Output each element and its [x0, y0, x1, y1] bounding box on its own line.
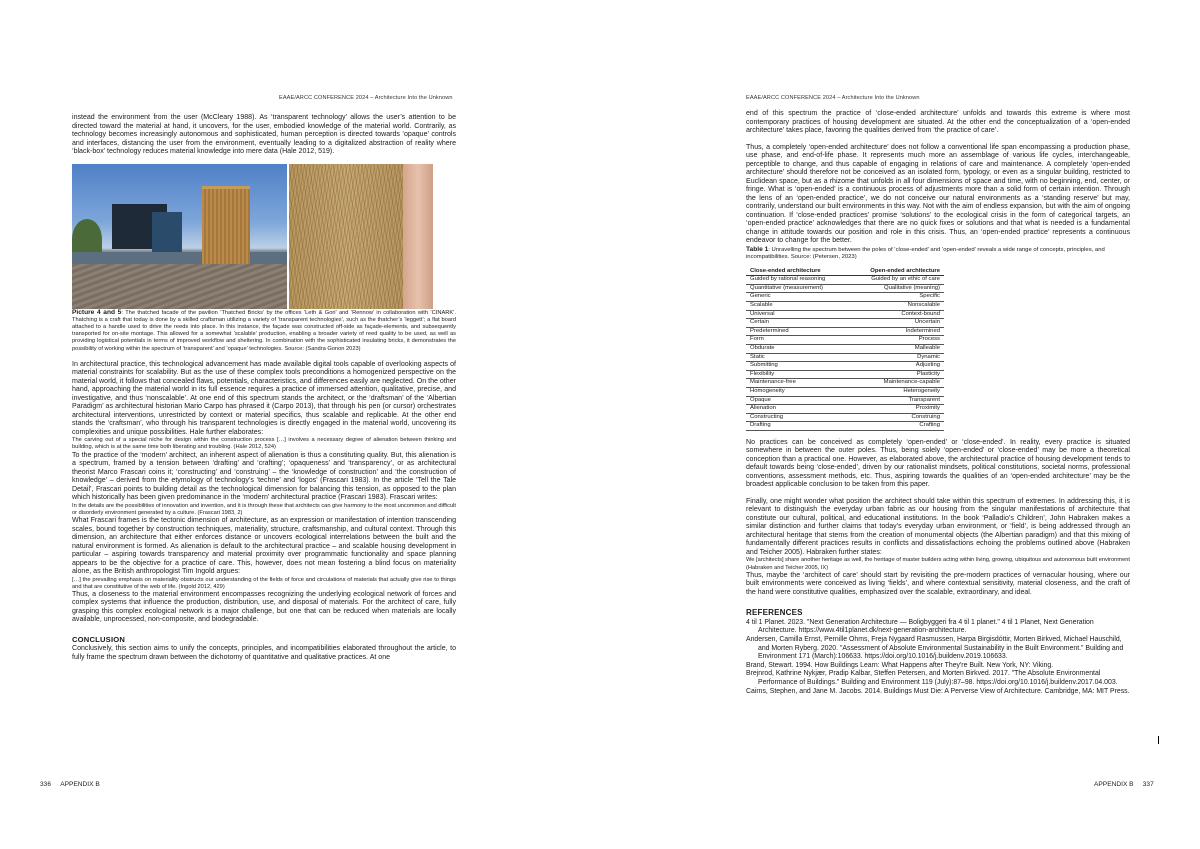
table-cell: Proximity — [850, 405, 944, 414]
table-caption-text: : Unravelling the spectrum between the poles of ‘close-ended’ and ‘open-ended’ reveals a wide range of concepts, principles, and incompatibilities. Source: (Petersen, 2023) — [746, 246, 1105, 261]
page-footer — [1094, 781, 1154, 788]
running-head: EAAE/ARCC CONFERENCE 2024 – Architecture Into the Unknown — [746, 95, 920, 101]
table-row — [746, 370, 944, 379]
table-row — [746, 362, 944, 371]
table-row — [746, 353, 944, 362]
reference-item: Brand, Stewart. 1994. How Buildings Learn: What Happens after They're Built. New York, NY: Viking. — [746, 661, 1054, 669]
table-cell: Form — [746, 336, 850, 345]
comparison-table — [746, 268, 944, 431]
paragraph: Thus, maybe the ‘architect of care’ should start by revisiting the pre-modern practices of vernacular housing, where our built environments were conceived as living ‘fields’, and where contextual sensitivity, material closeness, and the craft of the hand were constitutive qualities, emphasized over the scalable, extraordinary, and ideal. — [746, 571, 1130, 596]
table-row — [746, 327, 944, 336]
table-cell: Malleable — [850, 345, 944, 354]
table-row — [746, 388, 944, 397]
table-row — [746, 284, 944, 293]
running-head: EAAE/ARCC CONFERENCE 2024 – Architecture Into the Unknown — [279, 95, 453, 101]
section-heading: CONCLUSION — [72, 634, 126, 644]
table-row — [746, 336, 944, 345]
paragraph: Conclusively, this section aims to unify the concepts, principles, and incompatibilities elaborated throughout the article, to fully frame the spectrum drawn between the dichotomy of quantitative and qualitative practices. At one — [72, 645, 456, 661]
figure-caption — [72, 309, 456, 353]
photo-building — [152, 212, 182, 252]
footer-label: APPENDIX B — [60, 781, 100, 788]
reference-list — [746, 619, 1130, 696]
table-cell: Nonscalable — [850, 302, 944, 311]
references-section — [746, 609, 1130, 696]
table-row — [746, 345, 944, 354]
table-cell: Opaque — [746, 396, 850, 405]
paragraph: What Frascari frames is the tectonic dimension of architecture, as an expression or manifestation of intention transcending scales, bound together by construction techniques, materiality, structure, craftsmanship, and cultural context. Through this dimension, an architecture that either enforces distance or uncovers ecological interrelations between the built and the natural environment is formed. As alienation is default to the architectural practice – and scalable housing development in particular – aspiring towards transparency and material proximity over programmatic functionality and space planning appears to be the objective for a practice of care. This, however, does not mean fostering a blind focus on materiality alone, as the British anthropologist Tim Ingold argues: — [72, 517, 456, 576]
right-page — [600, 0, 1200, 849]
photo-deck — [72, 264, 287, 309]
table-header-row — [746, 268, 944, 276]
table-cell: Certain — [746, 319, 850, 328]
table-body — [746, 276, 944, 431]
table-cell: Static — [746, 353, 850, 362]
table-cell: Constructing — [746, 413, 850, 422]
block-quote: […] the prevailing emphasis on materiality obstructs our understanding of the fields of force and circulations of materials that actually give rise to things and that are constitutive of the web of life. (Ingold 2012, 429) — [72, 576, 456, 590]
table-cell: Uncertain — [850, 319, 944, 328]
figure-group — [72, 164, 456, 309]
reference-item: 4 til 1 Planet. 2023. "Next Generation Architecture — Boligbyggeri fra 4 til 1 planet." 4 til 1 Planet, Next Generation Architecture. https://www.4til1planet.dk/next-generation-architecture. — [746, 618, 1094, 635]
paragraph: To the practice of the ‘modern’ architect, an inherent aspect of alienation is thus a constituting quality. But, this alienation is a spectrum, framed by a tension between ‘drafting’ and ‘crafting’; ‘opaqueness’ and ‘transparency’, or as architectural theorist Marco Frascari coins it; ‘constructing’ and ‘construing’ – the ‘knowledge of construction’ and ‘the construction of knowledge’ – derived from the etymology of technology’s ‘techne’ and ‘logos’ (Frascari 1983). In the article ‘Tell the Tale Detail’, Frascari points to building detail as the technological dimension for balancing this tension, as opposed to the plan which historically has been given predominance in the ‘modern’ architectural practice (Frascari 1983). Frascari writes: — [72, 451, 456, 502]
photo-brick-wall — [403, 164, 433, 309]
reference-item: Cairns, Stephen, and Jane M. Jacobs. 2014. Buildings Must Die: A Perverse View of Architecture. Cambridge, MA: MIT Press. — [746, 687, 1130, 695]
table-cell: Flexibility — [746, 370, 850, 379]
paragraph: No practices can be conceived as completely ‘open-ended’ or ‘close-ended’. In reality, every practice is situated somewhere in between the outer poles. Thus, being solely ‘open-ended’ or ‘close-ended’ may be more a theoretical conception than a practical one. However, as elaborated above, the architectural practice of housing development tends to default towards being ‘close-ended’, driven by our rationalist mindsets, political constitutions, societal norms, professional conventions, assessment methods, etc. Thus, aspiring towards the qualities of an ‘open-ended architecture’ may be the broadest applicable conclusion to be taken from this paper. — [746, 438, 1130, 489]
block-quote: In the details are the possibilities of innovation and invention, and it is through these that architects can give harmony to the most uncommon and difficult or disorderly environment generated by a culture. (Frascari 1983, 2) — [72, 502, 456, 516]
table-cell: Dynamic — [850, 353, 944, 362]
footer-label: APPENDIX B — [1094, 781, 1134, 788]
table-cell: Plasticity — [850, 370, 944, 379]
table-row — [746, 396, 944, 405]
paragraph: instead the environment from the user (McCleary 1988). As ‘transparent technology’ allows the user’s attention to be directed toward the material at hand, it uncovers, for the user, embodied knowledge of the material world. Contrarily, as technology becomes increasingly autonomous and sophisticated, human perception is directed towards ‘opaque’ controls and interfaces, distancing the user from the environment, eventually leading to a digitalized abstraction of reality where ‘black-box’ technology reduces material knowledge into mere data (Hale 2012, 519). — [72, 114, 456, 155]
table-cell: Obdurate — [746, 345, 850, 354]
table-cell: Indetermined — [850, 327, 944, 336]
section-heading: REFERENCES — [746, 608, 803, 618]
thatch-facade-photo — [289, 164, 433, 309]
table-cell: Context-bound — [850, 310, 944, 319]
paragraph: Finally, one might wonder what position the architect should take within this spectrum of extremes. In addressing this, it is relevant to distinguish the everyday urban fabric as our housing from the singular manifestations of architecture that constitute our cultural, political, and educational institutions. In the book ‘Palladio’s Children’, John Habraken makes a similar distinction and further claims that today’s everyday urban environment, or ‘field’, is being addressed through an architectural heritage that stems from the creation of monumental objects (the Albertian paradigm) and that this mixing of fundamentally different practices results in conflicts and dissatisfactions echoing the problems outlined above (Habraken and Teicher 2005). Habraken further states: — [746, 497, 1130, 556]
table-cell: Crafting — [850, 422, 944, 431]
table-cell: Process — [850, 336, 944, 345]
table-cell: Transparent — [850, 396, 944, 405]
page-footer — [40, 781, 100, 788]
right-text-column — [746, 110, 1130, 696]
table-cell: Alienation — [746, 405, 850, 414]
table-cell: Specific — [850, 293, 944, 302]
table-cell: Construing — [850, 413, 944, 422]
table-cell: Adjusting — [850, 362, 944, 371]
table-cell: Heterogeneity — [850, 388, 944, 397]
table-cell: Maintenance-capable — [850, 379, 944, 388]
block-quote: We [architects] share another heritage as well, the heritage of master builders acting within living, growing, ubiquitous and autonomous built environment (Habraken and Teicher 2005, IX) — [746, 557, 1130, 571]
table-caption — [746, 246, 1130, 262]
table-cell: Guided by rational reasoning — [746, 276, 850, 285]
table-cell: Qualitative (meaning) — [850, 284, 944, 293]
page-number: 337 — [1142, 781, 1154, 788]
table-header-cell: Close-ended architecture — [746, 268, 850, 276]
paragraph: Thus, a closeness to the material environment encompasses recognizing the underlying ecological network of forces and complex systems that influence the production, distribution, use, and disposal of materials. For the architect of care, fully grasping this complex ecological network is a major challenge, but one that can be reduced when materials are locally available, unprocessed, non-composite, and biodegradable. — [72, 590, 456, 624]
table-row — [746, 413, 944, 422]
paragraph: end of this spectrum the practice of ‘close-ended architecture’ unfolds and towards this extreme is where most contemporary practices of housing development are situated. At the other end the conceptualization of a ‘open-ended architecture’ takes place, favoring the qualities derived from ‘the practice of care’. — [746, 110, 1130, 134]
paragraph: In architectural practice, this technological advancement has made available digital tools capable of overlooking aspects of material constraints for scalability. But as the use of these complex tools preconditions a homogenized perspective on the material world, it follows that concealed flaws, potentials, characteristics, and differences easily are neglected. On the other hand, approaching the material world in its full essence requires a practice of immersed attention, qualitative, precise, and investigative, and thus ‘nonscalable’. At one end of this spectrum stands the architect, or the ‘draftsman’ of the ‘Albertian Paradigm’ as architectural historian Mario Carpo has phrased it (Carpo 2013), that through his pen (or cursor) orchestrates architectural interventions, unrestricted by context or material specifics, thus scalable and replicable. At the other end stands the ‘craftsman’, who through his transparent technologies is directly engaged in the material world, uncovering its complexities and unique possibilities. Hale further elaborates: — [72, 360, 456, 436]
table-caption-label: Table 1 — [746, 245, 769, 253]
table-cell: Quantitative (measurement) — [746, 284, 850, 293]
pavilion-photo — [72, 164, 287, 309]
table-cell: Predetermined — [746, 327, 850, 336]
table-row — [746, 276, 944, 285]
reference-item: Andersen, Camilla Ernst, Pernille Ohms, Freja Nygaard Rasmussen, Harpa Birgisdóttir, Morten Birkved, Michael Hauschild, and Morten Ryberg. 2020. "Assessment of Absolute Environmental Sustainability in the Built Environment." Building and Environment 171 (March):106633. https://doi.org/10.1016/j.buildenv.2019.106633. — [746, 636, 1124, 661]
paragraph: Thus, a completely ‘open-ended architecture’ does not follow a conventional life span encompassing a production phase, use phase, and end-of-life phase. It represents much more an assemblage of various life cycles, interchangeable, perceptible to change, and thus capable of engaging in relations of care and maintenance. A completely ‘open-ended architecture’ should therefore not be conceived as an isolated form, typology, or even as a singular building, restricted to Euclidean space, but as a rhizome that unfolds in all four dimensions of space and time, with no beginning, end, center, or fringe. What is ‘open-ended’ is a continuous process of adjustments more than a solid form of certain intention. Through the lens of an ‘open-ended practice’, we do not conceive our natural environments as a ‘standing reserve’ but may, contrarily, understand our built environments in this way. Not with the aim of endless expansion, but with the aim of ongoing continuation. If ‘close-ended practices’ promise ‘solutions’ to the ecological crisis in the form of categorical targets, an ‘open-ended practice’ acknowledges that there are no quick fixes or solutions and that what is needed is a fundamental change in attitude towards our position and role in this crisis. Thus, an ‘open-ended practice’ represents a continuous endeavor to change for the better. — [746, 143, 1130, 244]
table-cell: Homogeneity — [746, 388, 850, 397]
caption-label: Picture 4 and 5 — [72, 308, 122, 316]
table-cell: Guided by an ethic of care — [850, 276, 944, 285]
page-number: 336 — [40, 781, 52, 788]
left-text-column — [72, 114, 456, 662]
table-cell: Scalable — [746, 302, 850, 311]
table-cell: Maintenance-free — [746, 379, 850, 388]
text-cursor — [1158, 736, 1159, 744]
block-quote: The carving out of a special niche for design within the construction process […] involves a necessary degree of alienation between thinking and building, which is at the same time both liberating and troubling. (Hale 2012, 524) — [72, 437, 456, 451]
table-cell: Drafting — [746, 422, 850, 431]
caption-text: : The thatched facade of the pavilion ‘Thatched Bricks’ by the offices ‘Leth & Gori’ and ‘Rennow’ in collaboration with ‘CINARK’. Thatching is a craft that today is done by a skilled craftsman utilizing a variety of ‘transparent technologies’, such as the thatcher’s ‘leggett’; a flat board attached to a handle used to drive the reeds into place. In this instance, the façade was constructed off-side as façade-elements, and subsequently transported for on-site montage. This allowed for a somewhat ‘scalable’ production, enabling a broader variety of reed quality to be used, as well as providing logistical potentials in terms of improved workflow and sheltering. In combination with the sophisticated insulating bricks, it demonstrates the possibility of working within the spectrum of ‘transparent’ and ‘opaque’ technologies. Source: (Sandra Gonon 2023) — [72, 309, 456, 352]
table-row — [746, 310, 944, 319]
reference-item: Brejnrod, Kathrine Nykjær, Pradip Kalbar, Steffen Petersen, and Morten Birkved. 2017. "The Absolute Environmental Performance of Buildings." Building and Environment 119 (July):87–98. https://doi.org/10.1016/j.buildenv.2017.04.003. — [746, 670, 1118, 687]
table-row — [746, 405, 944, 414]
table-row — [746, 422, 944, 431]
table-row — [746, 293, 944, 302]
table-cell: Submitting — [746, 362, 850, 371]
table-row — [746, 379, 944, 388]
table-row — [746, 319, 944, 328]
table-header-cell: Open-ended architecture — [850, 268, 944, 276]
table-cell: Universal — [746, 310, 850, 319]
table-cell: Generic — [746, 293, 850, 302]
table-row — [746, 302, 944, 311]
